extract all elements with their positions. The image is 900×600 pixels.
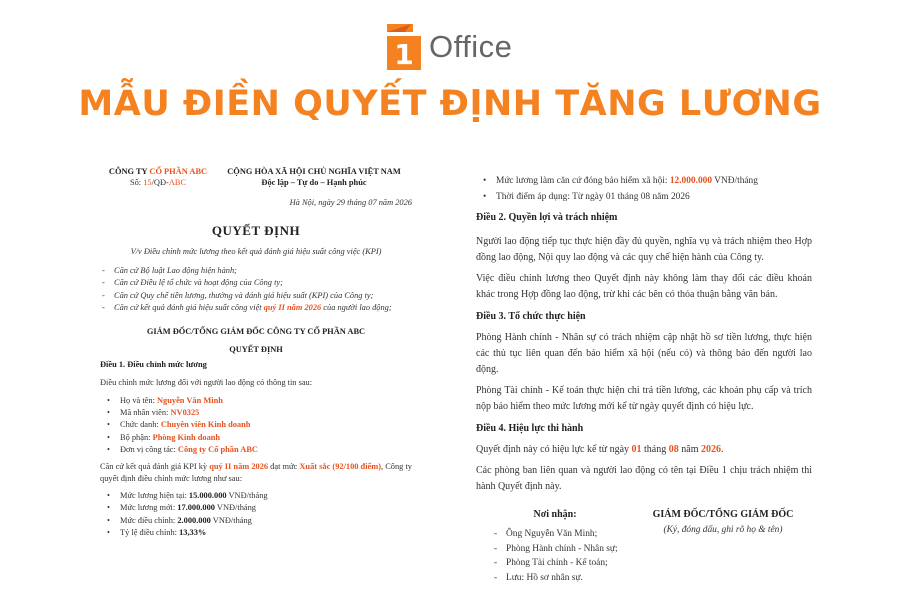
company-prefix: CÔNG TY [108, 167, 150, 176]
decision-number: 15 [143, 178, 152, 188]
salary-value: 17.000.000 [177, 503, 215, 513]
salary-value: 2.000.000 [177, 515, 211, 525]
article1-intro: Điều chỉnh mức lương đối với người lao động có thông tin sau: [100, 378, 313, 388]
signer-note: (Ký, đóng dấu, ghi rõ họ & tên) [663, 525, 783, 536]
nation-name: CỘNG HÒA XÃ HỘI CHỦ NGHĨA VIỆT NAM [227, 167, 401, 176]
effect-text: năm [678, 444, 701, 456]
salary-label: Mức lương hiện tại: [120, 491, 189, 501]
salary-label: Mức lương mới: [120, 503, 178, 513]
office-logo-icon [383, 24, 425, 70]
info-value: Nguyễn Văn Minh [156, 395, 223, 405]
document-left-column [100, 166, 412, 539]
salary-label: Tỷ lệ điều chỉnh: [120, 528, 180, 538]
recipient-item: - Ông Nguyễn Văn Minh; [476, 527, 634, 542]
kpi-period: quý II năm 2026 [209, 462, 269, 472]
effect-text: tháng [641, 444, 669, 456]
brand-name: Office [429, 29, 513, 64]
employee-info-item [100, 395, 412, 406]
article2-paragraph: Việc điều chỉnh lương theo Quyết định này không làm thay đổi các điều khoản khác trong Hợp đồng lao động, trừ khi các bên có thỏa thuận bằng văn bản. [476, 273, 812, 301]
legal-basis-item [100, 302, 412, 313]
decides-title: QUYẾT ĐỊNH [229, 344, 283, 354]
salary-unit: VNĐ/tháng [210, 515, 252, 525]
logo-mark-text: 1 [394, 38, 414, 70]
info-value: Công ty Cổ phần ABC [177, 445, 258, 455]
salary-list [100, 490, 412, 538]
recipients-title: Nơi nhận: [533, 509, 577, 521]
recipient-item: - Phòng Tài chính - Kế toán; [476, 556, 634, 571]
salary-item [100, 527, 412, 538]
article3-paragraph: Phòng Tài chính - Kế toán thực hiện chi trả tiền lương, các khoản phụ cấp và trích nộp bảo hiểm theo mức lương mới kể từ ngày quyết định có hiệu lực. [476, 385, 812, 413]
number-org: ABC [168, 178, 187, 188]
employee-info-item [100, 432, 412, 443]
employee-info-list [100, 395, 412, 456]
basis-highlight: quý II năm 2026 [263, 302, 322, 312]
article1-heading: Điều 1. Điều chỉnh mức lương [100, 359, 207, 369]
basis-text: Căn cứ kết quả đánh giá hiệu suất công việt [114, 302, 264, 312]
article2-paragraph: Người lao động tiếp tục thực hiện đầy đủ quyền, nghĩa vụ và trách nhiệm theo Hợp đồng lao động, Nội quy lao động và các quy chế hiện hành của Công ty. [476, 236, 812, 264]
signature-block [476, 507, 812, 585]
insurance-list [476, 174, 812, 204]
legal-basis-item: - Căn cứ Bộ luật Lao động hiện hành; [100, 265, 412, 276]
insurance-unit: VNĐ/tháng [712, 176, 758, 186]
recipients-block [476, 507, 634, 585]
signer-block [634, 507, 812, 585]
effect-year: 2026 [700, 444, 721, 456]
recipient-item: - Phòng Hành chính - Nhân sự; [476, 542, 634, 557]
insurance-value: 12.000.000 [669, 176, 712, 186]
legal-basis-item: - Căn cứ Quy chế tiền lương, thưởng và đánh giá hiệu suất (KPI) của Công ty; [100, 290, 412, 301]
number-sep: /QĐ- [151, 178, 169, 188]
article3-paragraph: Phòng Hành chính - Nhân sự có trách nhiệm cập nhật hồ sơ tiền lương, thực hiện các thủ tục liên quan đến bảo hiểm xã hội (nếu có) và thông báo đến người lao động. [476, 332, 812, 376]
salary-item [100, 502, 412, 513]
effect-day: 01 [631, 444, 642, 456]
effective-date-text: Thời điểm áp dụng: Từ ngày 01 tháng 08 năm 2026 [496, 191, 690, 202]
effect-month: 08 [668, 444, 679, 456]
issuer-title: GIÁM ĐỐC/TỔNG GIÁM ĐỐC CÔNG TY CỔ PHẦN ABC [146, 327, 366, 337]
decision-subject: V/v Điều chỉnh mức lương theo kết quả đánh giá hiệu suất công việc (KPI) [130, 246, 382, 256]
info-value: Chuyên viên Kinh doanh [160, 420, 251, 430]
nation-block [216, 166, 412, 189]
insurance-label: Mức lương làm căn cứ đóng bảo hiểm xã hội: [496, 176, 670, 186]
info-label: Đơn vị công tác: [120, 445, 178, 455]
kpi-text: Căn cứ kết quả đánh giá KPI kỳ [100, 462, 210, 472]
number-prefix: Số: [129, 178, 144, 188]
date-line: Hà Nội, ngày 29 tháng 07 năm 2026 [289, 197, 412, 207]
salary-unit: VNĐ/tháng [214, 503, 256, 513]
company-name: CỔ PHẦN ABC [149, 167, 208, 176]
employee-info-item [100, 444, 412, 455]
effective-date-item [476, 190, 812, 205]
document-header [100, 166, 412, 189]
employee-info-item [100, 407, 412, 418]
banner-title: MẪU ĐIỀN QUYẾT ĐỊNH TĂNG LƯƠNG [78, 84, 822, 124]
brand-logo [383, 24, 512, 70]
basis-suffix: của người lao động; [321, 302, 392, 312]
kpi-grade: Xuất sắc (92/100 điểm) [299, 462, 382, 472]
article4-paragraph: Các phòng ban liên quan và người lao động có tên tại Điều 1 chịu trách nhiệm thi hành Quyết định này. [476, 465, 812, 493]
kpi-text: đạt mức [268, 462, 300, 472]
info-label: Họ và tên: [120, 395, 157, 405]
salary-label: Mức điều chỉnh: [120, 515, 178, 525]
effect-text: . [720, 444, 724, 456]
info-value: NV0325 [170, 408, 200, 418]
info-label: Bộ phận: [120, 432, 153, 442]
effect-text: Quyết định này có hiệu lực kể từ ngày [476, 444, 632, 456]
legal-basis-item: - Căn cứ Điều lệ tổ chức và hoạt động của Công ty; [100, 277, 412, 288]
company-block [100, 166, 216, 189]
nation-motto: Độc lập – Tự do – Hạnh phúc [261, 178, 367, 188]
insurance-item [476, 174, 812, 189]
decision-title: QUYẾT ĐỊNH [211, 223, 301, 239]
salary-value: 13,33% [179, 528, 207, 538]
salary-item [100, 515, 412, 526]
kpi-paragraph [100, 461, 412, 484]
legal-bases-list [100, 265, 412, 313]
recipients-list [476, 527, 634, 585]
kpi-text: , Công ty quyết định điều chỉnh mức lương như sau: [100, 462, 412, 483]
salary-value: 15.000.000 [188, 491, 227, 501]
article2-heading: Điều 2. Quyền lợi và trách nhiệm [476, 212, 618, 224]
article4-paragraph [476, 442, 812, 458]
info-value: Phòng Kinh doanh [152, 432, 221, 442]
salary-item [100, 490, 412, 501]
document-right-column [476, 174, 812, 585]
info-label: Mã nhân viên: [120, 408, 171, 418]
info-label: Chức danh: [120, 420, 161, 430]
signer-title: GIÁM ĐỐC/TỔNG GIÁM ĐỐC [652, 509, 794, 521]
recipient-item: - Lưu: Hồ sơ nhân sự. [476, 571, 634, 586]
employee-info-item [100, 419, 412, 430]
salary-unit: VNĐ/tháng [226, 491, 268, 501]
article3-heading: Điều 3. Tổ chức thực hiện [476, 311, 586, 323]
article4-heading: Điều 4. Hiệu lực thi hành [476, 423, 584, 435]
